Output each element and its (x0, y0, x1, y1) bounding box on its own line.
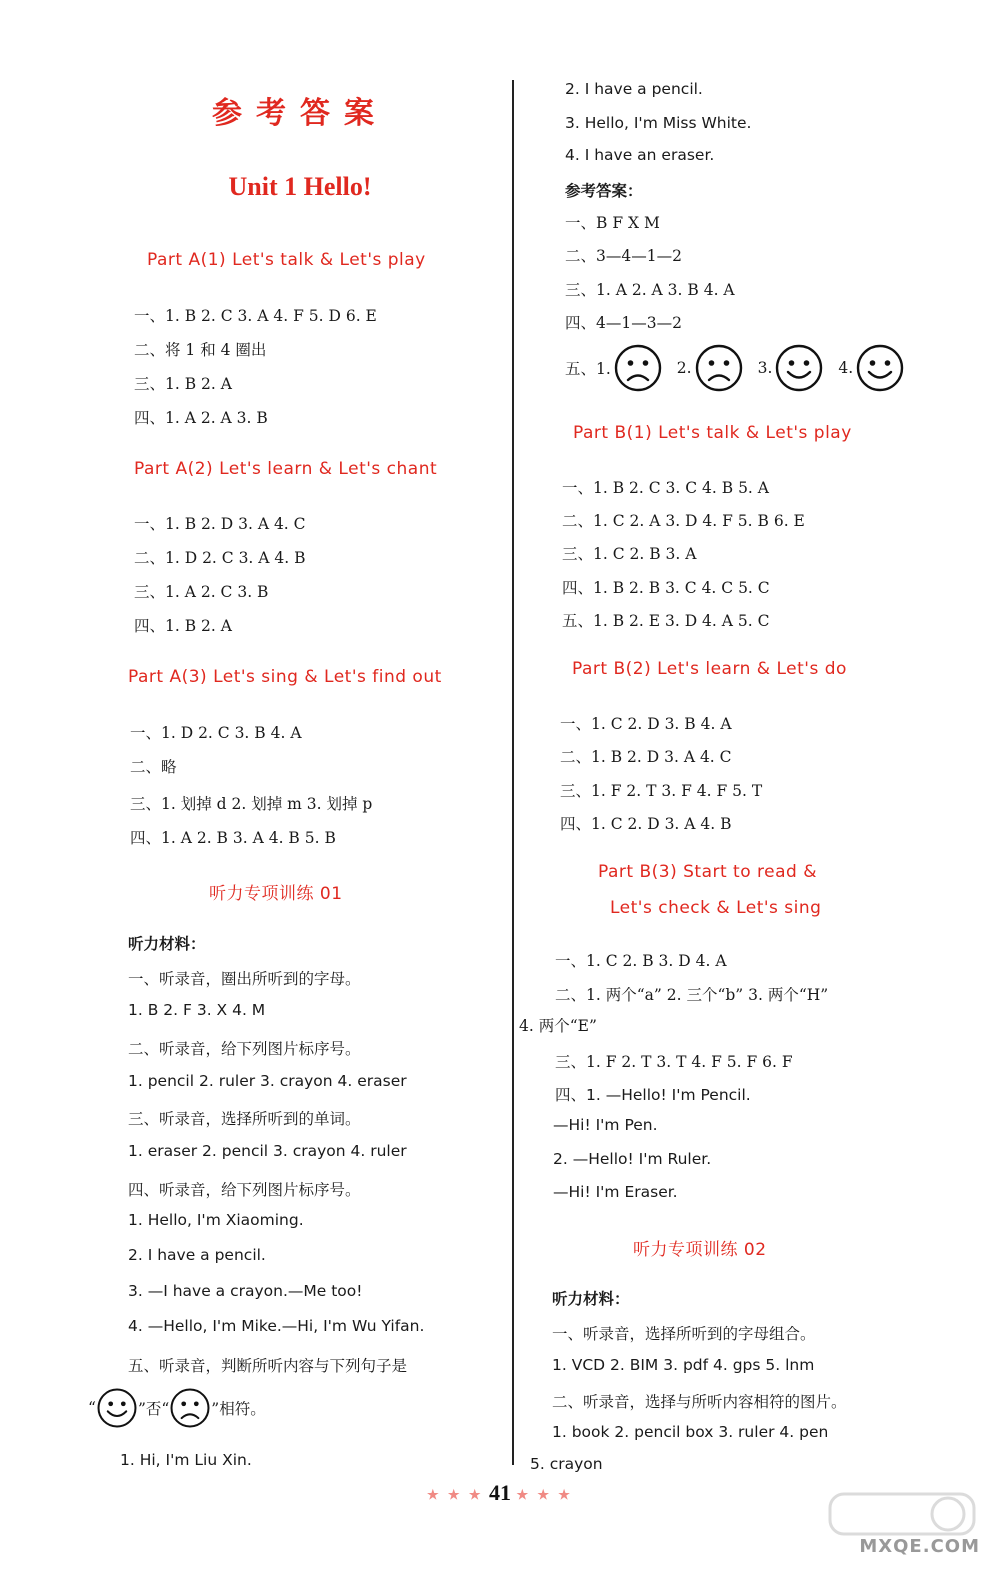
answer-line: 三、1. F 2. T 3. F 4. F 5. T (560, 782, 763, 800)
face-match-line (88, 1387, 266, 1429)
answer-line: 一、1. D 2. C 3. B 4. A (130, 724, 302, 742)
answer-line: 三、1. 划掉 d 2. 划掉 m 3. 划掉 p (130, 795, 373, 813)
answer-line: 四、1. A 2. B 3. A 4. B 5. B (130, 829, 336, 847)
material-line: 4. I have an eraser. (565, 146, 715, 164)
answer-line: 一、B F X M (565, 214, 660, 232)
section-heading-listening-02: 听力专项训练 02 (633, 1240, 767, 1260)
answer-line: 二、1. 两个“a” 2. 三个“b” 3. 两个“H” (555, 986, 829, 1004)
quote-or: ”否“ (137, 1400, 170, 1418)
material-line: 二、听录音，给下列图片标序号。 (128, 1040, 361, 1058)
answer-line: 2. —Hello! I'm Ruler. (553, 1150, 712, 1168)
answer-line: 4. 两个“E” (519, 1017, 597, 1035)
answer-line: 四、1. —Hello! I'm Pencil. (555, 1086, 751, 1104)
answer-line: 三、1. B 2. A (134, 375, 232, 393)
answer-line: 一、1. B 2. C 3. A 4. F 5. D 6. E (134, 307, 377, 325)
watermark-text: MXQE.COM (859, 1536, 980, 1557)
smiley-face-icon (96, 1387, 138, 1429)
material-line: 五、听录音，判断所听内容与下列句子是 (128, 1357, 408, 1375)
face-label: 五、1. (565, 360, 611, 378)
column-divider (512, 80, 514, 1465)
face-label: 3. (757, 359, 773, 377)
material-line: 3. Hello, I'm Miss White. (565, 114, 752, 132)
frown-face-icon (613, 343, 663, 393)
material-line: 四、听录音，给下列图片标序号。 (128, 1181, 361, 1199)
answer-line: 三、1. F 2. T 3. T 4. F 5. F 6. F (555, 1053, 793, 1071)
material-line: 二、听录音，选择与所听内容相符的图片。 (552, 1393, 847, 1411)
material-line: 一、听录音，选择所听到的字母组合。 (552, 1325, 816, 1343)
section-heading-part-b1: Part B(1) Let's talk & Let's play (573, 423, 852, 443)
material-line: 4. —Hello, I'm Mike.—Hi, I'm Wu Yifan. (128, 1317, 425, 1335)
star-decoration-right: ★ ★ ★ (516, 1486, 573, 1502)
face-answer-row (565, 343, 905, 393)
answer-line: 三、1. A 2. A 3. B 4. A (565, 281, 735, 299)
answer-line: 二、1. C 2. A 3. D 4. F 5. B 6. E (562, 512, 805, 530)
material-line: 1. Hi, I'm Liu Xin. (120, 1451, 252, 1469)
answer-line: 二、1. D 2. C 3. A 4. B (134, 549, 306, 567)
material-line: 1. eraser 2. pencil 3. crayon 4. ruler (128, 1142, 407, 1160)
page-title: 参考答案 (212, 96, 388, 131)
material-line: 1. book 2. pencil box 3. ruler 4. pen (552, 1423, 829, 1441)
answer-line: 四、4—1—3—2 (565, 314, 682, 332)
material-line: 5. crayon (530, 1455, 603, 1473)
smiley-face-icon (774, 343, 824, 393)
material-line: 1. Hello, I'm Xiaoming. (128, 1211, 304, 1229)
material-line: 三、听录音，选择所听到的单词。 (128, 1110, 361, 1128)
material-label: 听力材料： (552, 1289, 630, 1308)
section-heading-part-b2: Part B(2) Let's learn & Let's do (572, 659, 847, 679)
face-label: 2. (676, 359, 692, 377)
page-number: 41 (489, 1480, 511, 1505)
answer-line: 四、1. B 2. B 3. C 4. C 5. C (562, 579, 770, 597)
section-heading-part-a1: Part A(1) Let's talk & Let's play (147, 250, 426, 270)
answer-line: 二、3—4—1—2 (565, 247, 682, 265)
answer-line: 四、1. C 2. D 3. A 4. B (560, 815, 732, 833)
quote-open: “ (88, 1399, 96, 1417)
answer-line: 三、1. C 2. B 3. A (562, 545, 697, 563)
quote-match: ”相符。 (211, 1400, 266, 1418)
unit-title: Unit 1 Hello! (228, 172, 372, 201)
face-label: 4. (838, 359, 854, 377)
answer-line: —Hi! I'm Pen. (553, 1116, 658, 1134)
frown-face-icon (169, 1387, 211, 1429)
material-line: 1. VCD 2. BIM 3. pdf 4. gps 5. lnm (552, 1356, 815, 1374)
answer-line: 二、略 (130, 758, 177, 776)
answer-line: 二、将 1 和 4 圈出 (134, 341, 267, 359)
material-line: 3. —I have a crayon.—Me too! (128, 1282, 363, 1300)
answer-line: 四、1. A 2. A 3. B (134, 409, 268, 427)
answer-line: 二、1. B 2. D 3. A 4. C (560, 748, 732, 766)
material-line: 一、听录音，圈出所听到的字母。 (128, 970, 361, 988)
answer-line: 一、1. C 2. D 3. B 4. A (560, 715, 732, 733)
answer-line: 一、1. C 2. B 3. D 4. A (555, 952, 727, 970)
section-heading-part-b3-cont: Let's check & Let's sing (610, 898, 822, 918)
answer-line: —Hi! I'm Eraser. (553, 1183, 678, 1201)
answer-line: 一、1. B 2. C 3. C 4. B 5. A (562, 479, 769, 497)
material-line: 2. I have a pencil. (128, 1246, 266, 1264)
frown-face-icon (694, 343, 744, 393)
star-decoration-left: ★ ★ ★ (427, 1486, 484, 1502)
material-line: 2. I have a pencil. (565, 80, 703, 98)
answer-line: 四、1. B 2. A (134, 617, 232, 635)
answer-line: 一、1. B 2. D 3. A 4. C (134, 515, 306, 533)
material-label: 听力材料： (128, 934, 206, 953)
answer-line: 五、1. B 2. E 3. D 4. A 5. C (562, 612, 770, 630)
material-line: 1. B 2. F 3. X 4. M (128, 1001, 266, 1019)
section-heading-part-b3: Part B(3) Start to read & (598, 862, 817, 882)
section-heading-listening-01: 听力专项训练 01 (209, 884, 343, 904)
answer-line: 三、1. A 2. C 3. B (134, 583, 269, 601)
smiley-face-icon (855, 343, 905, 393)
section-heading-part-a3: Part A(3) Let's sing & Let's find out (128, 667, 442, 687)
material-line: 1. pencil 2. ruler 3. crayon 4. eraser (128, 1072, 407, 1090)
section-heading-part-a2: Part A(2) Let's learn & Let's chant (134, 459, 438, 479)
answer-label: 参考答案： (565, 181, 643, 200)
